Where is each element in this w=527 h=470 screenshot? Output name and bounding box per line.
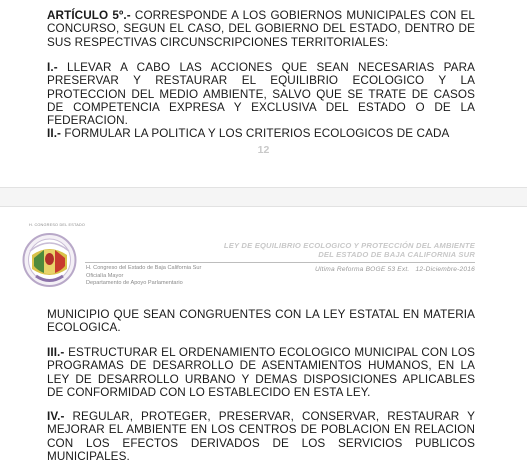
header-office: Oficialía Mayor (86, 273, 124, 279)
article-label: ARTÍCULO 5º.- (47, 9, 131, 22)
item-3-text: ESTRUCTURAR EL ORDENAMIENTO ECOLOGICO MUNICIPAL CON LOS PROGRAMAS DE DESARROLLO DE ASENTAMIENTOS HUMANOS, EN LA LEY DE DESARROLLO URBANO Y DEMAS DISPOSICIONES APLICABLES DE CONFORMIDAD CON LO ESTABLECIDO EN ESTA LEY. (47, 346, 475, 399)
item-2-paragraph (47, 127, 475, 140)
item-2-text: FORMULAR LA POLITICA Y LOS CRITERIOS ECOLOGICOS DE CADA (61, 127, 450, 140)
item-4-label: IV.- (47, 410, 65, 423)
header-reform: Ultima Reforma BOGE 53 Ext. (314, 266, 410, 273)
page-number: 12 (257, 144, 270, 156)
logo-caption: H. CONGRESO DEL ESTADO (29, 223, 86, 227)
item-1-text: LLEVAR A CABO LAS ACCIONES QUE SEAN NECESARIAS PARA PRESERVAR Y RESTAURAR EL EQUILIBRIO ECOLOGICO Y LA PROTECCION DEL MEDIO AMBIENTE, SALVO QUE SE TRATE DE CASOS DE COMPETENCIA EXPRESA Y EXCLUSIVA DEL ESTADO O DE LA FEDERACION. (47, 61, 475, 128)
header-congress: H. Congreso del Estado de Baja California Sur (86, 265, 202, 271)
header-title-line-2: DEL ESTADO DE BAJA CALIFORNIA SUR (318, 250, 475, 259)
item-1-paragraph (47, 61, 475, 127)
item-4-text: REGULAR, PROTEGER, PRESERVAR, CONSERVAR, RESTAURAR Y MEJORAR EL AMBIENTE EN LOS CENTROS DE POBLACION EN RELACION CON LOS EFECTOS DERIVADOS DE LOS SERVICIOS PUBLICOS MUNICIPALES. (47, 410, 475, 463)
article-5-paragraph (47, 9, 475, 49)
item-1-label: I.- (47, 61, 58, 74)
header-title-line-1: LEY DE EQUILIBRIO ECOLOGICO Y PROTECCIÓN DEL AMBIENTE (223, 241, 475, 250)
item-3-label: III.- (47, 346, 65, 359)
header-reform-info (315, 266, 475, 273)
page-gap (0, 187, 527, 207)
continuation-paragraph: MUNICIPIO QUE SEAN CONGRUENTES CON LA LEY ESTATAL EN MATERIA ECOLOGICA. (47, 308, 475, 335)
document-page-top (0, 0, 527, 187)
document-page-bottom (0, 207, 527, 470)
header-department: Departamento de Apoyo Parlamentario (86, 280, 183, 286)
item-4-paragraph (47, 410, 475, 463)
congress-seal-logo (22, 229, 77, 289)
item-3-paragraph (47, 346, 475, 399)
header-rule (85, 262, 475, 263)
article-text: CORRESPONDE A LOS GOBIERNOS MUNICIPALES CON EL CONCURSO, SEGUN EL CASO, DEL GOBIERNO DEL ESTADO, DENTRO DE SUS RESPECTIVAS CIRCUNSCRIPCIONES TERRITORIALES: (47, 9, 475, 49)
header-date: 12-Diciembre-2016 (415, 266, 475, 273)
item-2-label: II.- (47, 127, 62, 140)
